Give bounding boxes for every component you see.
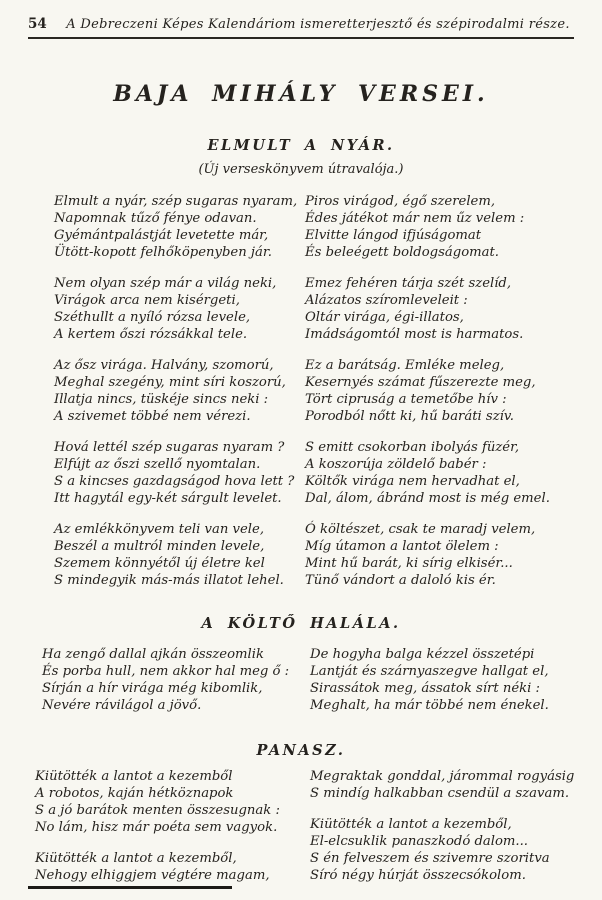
poem-line: Meghalt, ha már többé nem énekel. <box>310 698 549 713</box>
stanza <box>305 275 574 343</box>
poem-line: Ha zengő dallal ajkán összeomlik <box>42 647 264 662</box>
poem-line: S mindegyik más-más illatot lehel. <box>54 573 284 588</box>
poem-title: PANASZ. <box>256 742 346 759</box>
poem-columns <box>28 193 574 589</box>
stanza <box>305 439 574 507</box>
poem-line: A koszorúja zöldelő babér : <box>305 457 487 472</box>
poem-line: És porba hull, nem akkor hal meg ő : <box>42 664 290 679</box>
poem-line: Kiütötték a lantot a kezemből, <box>310 817 512 832</box>
poem-line: De hogyha balga kézzel összetépi <box>310 647 535 662</box>
poem-column-left <box>28 193 301 589</box>
poem-line: Édes játékot már nem űz velem : <box>305 211 525 226</box>
poem-line: Itt hagytál egy-két sárgult levelet. <box>54 491 282 506</box>
poem-line: Meghal szegény, mint síri koszorú, <box>54 375 286 390</box>
page-number: 54 <box>28 16 47 32</box>
stanza <box>35 768 301 836</box>
poem-line: Alázatos szíromleveleit : <box>305 293 468 308</box>
poem-line: S mindíg halkabban csendül a szavam. <box>310 786 570 801</box>
poem-line: Széthullt a nyíló rózsa levele, <box>54 310 251 325</box>
poem-line: Tünő vándort a daloló kis ér. <box>305 573 496 588</box>
poem-line: A kertem őszi rózsákkal tele. <box>54 327 248 342</box>
poem-line: S emitt csokorban ibolyás füzér, <box>305 440 520 455</box>
stanza <box>305 193 574 261</box>
poem-column-left <box>28 646 301 714</box>
poem-line: S a jó barátok menten összesugnak : <box>35 803 280 818</box>
stanza <box>54 357 301 425</box>
stanza <box>310 768 574 802</box>
poem-line: És beleégett boldogságomat. <box>305 245 499 260</box>
poem-line: A szivemet többé nem vérezi. <box>54 409 251 424</box>
poem-line: Sirassátok meg, ássatok sírt néki : <box>310 681 540 696</box>
stanza <box>54 193 301 261</box>
poem-line: Sírján a hír virága még kibomlik, <box>42 681 263 696</box>
poem-line: Nehogy elhiggjem végtére magam, <box>35 868 270 883</box>
poem-line: Kiütötték a lantot a kezemből, <box>35 851 237 866</box>
poem-line: Az emlékkönyvem teli van vele, <box>54 522 265 537</box>
poem-line: Napomnak tűző fénye odavan. <box>54 211 257 226</box>
poem-line: Szemem könnyétől új életre kel <box>54 556 265 571</box>
poem-line: Dal, álom, ábránd most is még emel. <box>305 491 550 506</box>
page-header <box>28 16 574 32</box>
poem-line: Kesernyés számat fűszerezte meg, <box>305 375 536 390</box>
poem-line: Ó költészet, csak te maradj velem, <box>305 522 536 537</box>
stanza <box>310 646 574 714</box>
poem-line: No lám, hisz már poéta sem vagyok. <box>35 820 278 835</box>
poem-line: Elvitte lángod ifjúságomat <box>305 228 482 243</box>
poems-container <box>28 137 574 884</box>
poem-line: Az ősz virága. Halvány, szomorú, <box>54 358 274 373</box>
poem-section <box>28 615 574 714</box>
poem-title: A KÖLTŐ HALÁLA. <box>201 615 401 632</box>
poem-line: Gyémántpalástját levetette már, <box>54 228 269 243</box>
poem-section <box>28 137 574 589</box>
stanza <box>305 521 574 589</box>
poem-line: S én felveszem és szivemre szoritva <box>310 851 550 866</box>
stanza <box>35 850 301 884</box>
poem-line: Illatja nincs, tüskéje sincs neki : <box>54 392 269 407</box>
poem-line: Míg útamon a lantot ölelem : <box>305 539 499 554</box>
poem-line: Mint hű barát, ki sírig elkisér... <box>305 556 513 571</box>
poem-line: Síró négy húrját összecsókolom. <box>310 868 526 883</box>
poem-column-left <box>28 768 301 884</box>
poem-line: Ütött-kopott felhőköpenyben jár. <box>54 245 272 260</box>
poem-line: Piros virágod, égő szerelem, <box>305 194 496 209</box>
poem-line: Költők virága nem hervadhat el, <box>305 474 520 489</box>
footer-rule <box>28 886 232 889</box>
stanza <box>54 275 301 343</box>
poem-line: S a kincses gazdagságod hova lett ? <box>54 474 295 489</box>
poem-line: Elmult a nyár, szép sugaras nyaram, <box>54 194 298 209</box>
poem-line: Imádságomtól most is harmatos. <box>305 327 524 342</box>
poem-line: Tört cipruság a temetőbe hív : <box>305 392 507 407</box>
poem-line: El-elcsuklik panaszkodó dalom... <box>310 834 528 849</box>
poem-line: Ez a barátság. Emléke meleg, <box>305 358 505 373</box>
poem-line: Megraktak gonddal, járommal rogyásig <box>310 769 574 784</box>
poem-columns <box>28 768 574 884</box>
poem-line: Nevére rávilágol a jövő. <box>42 698 202 713</box>
poem-columns <box>28 646 574 714</box>
poem-line: Emez fehéren tárja szét szelíd, <box>305 276 512 291</box>
poem-column-right <box>301 193 574 589</box>
poem-column-right <box>301 768 574 884</box>
poem-line: Porodból nőtt ki, hű baráti szív. <box>305 409 514 424</box>
stanza <box>54 439 301 507</box>
poem-line: Lantját és szárnyaszegve hallgat el, <box>310 664 549 679</box>
poem-line: Kiütötték a lantot a kezemből <box>35 769 233 784</box>
poem-line: Beszél a multról minden levele, <box>54 539 265 554</box>
poem-line: Elfújt az őszi szellő nyomtalan. <box>54 457 261 472</box>
poem-line: Virágok arca nem kisérgeti, <box>54 293 240 308</box>
page-title: BAJA MIHÁLY VERSEI. <box>113 81 489 107</box>
poem-column-right <box>301 646 574 714</box>
poem-section <box>28 742 574 884</box>
stanza <box>305 357 574 425</box>
stanza <box>42 646 301 714</box>
poem-line: Hová lettél szép sugaras nyaram ? <box>54 440 285 455</box>
poem-subtitle: (Új verseskönyvem útravalója.) <box>198 162 404 177</box>
poem-line: A robotos, kaján hétköznapok <box>35 786 234 801</box>
header-rule <box>28 37 574 39</box>
poem-line: Oltár virága, égi-illatos, <box>305 310 464 325</box>
poem-line: Nem olyan szép már a világ neki, <box>54 276 277 291</box>
stanza <box>310 816 574 884</box>
running-header: A Debreczeni Képes Kalendáriom ismeretterjesztő és szépirodalmi része. <box>66 17 570 32</box>
stanza <box>54 521 301 589</box>
poem-title: ELMULT A NYÁR. <box>207 137 395 154</box>
